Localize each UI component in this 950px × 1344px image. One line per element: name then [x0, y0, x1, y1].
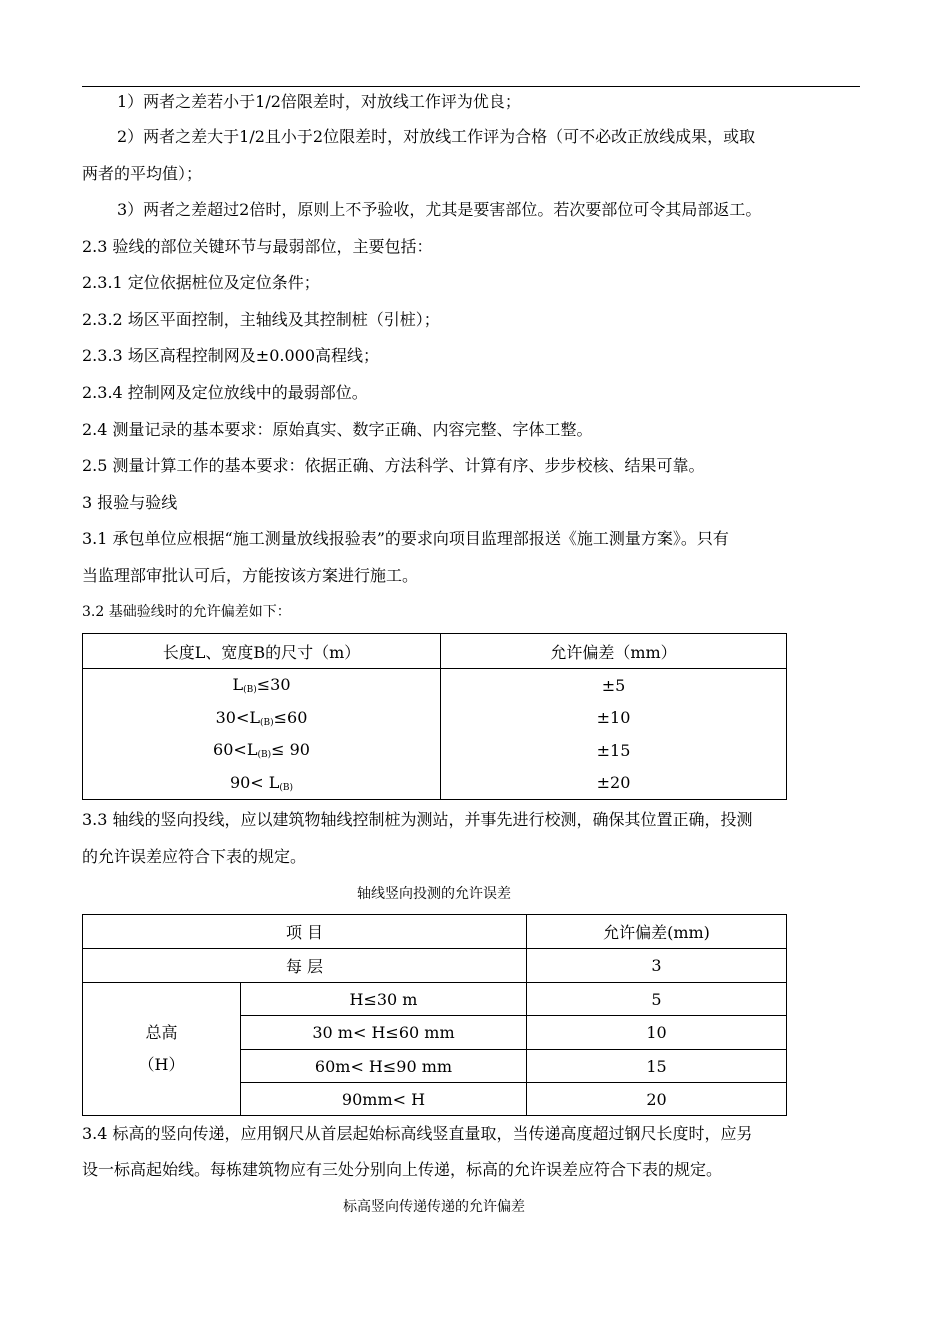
value-cell: 15: [527, 1050, 787, 1083]
range-cell: 90mm< H: [241, 1083, 527, 1116]
section-3-3-line-1: 3.3 轴线的竖向投线，应以建筑物轴线控制桩为测站，并事先进行校测，确保其位置正确，投测: [82, 810, 753, 829]
item-2-line-1: 2）两者之差大于1/2且小于2位限差时，对放线工作评为合格（可不必改正放线成果，或取: [117, 127, 756, 146]
item-1: 1）两者之差若小于1/2倍限差时，对放线工作评为优良；: [117, 92, 521, 111]
section-2-3-2: 2.3.2 场区平面控制，主轴线及其控制桩（引桩）；: [82, 310, 440, 329]
section-2-3-4: 2.3.4 控制网及定位放线中的最弱部位。: [82, 383, 368, 402]
range-cell: 30 m< H≤60 mm: [241, 1016, 527, 1050]
table3-caption: 标高竖向传递传递的允许偏差: [343, 1199, 525, 1215]
tolerance-cell: ±20: [441, 767, 787, 800]
section-3-1-line-1: 3.1 承包单位应根据“施工测量放线报验表”的要求向项目监理部报送《施工测量方案》。只有: [82, 529, 729, 548]
size-cell: $60<L_{(B)}\le 90$: [83, 734, 441, 767]
item-3: 3）两者之差超过2倍时，原则上不予验收，尤其是要害部位。若次要部位可令其局部返工。: [117, 200, 762, 219]
section-3-heading: 3 报验与验线: [82, 493, 178, 512]
size-cell: $30<L_{(B)}\le 60$: [83, 702, 441, 735]
per-floor-label: 每 层: [83, 949, 527, 983]
header-item: 项 目: [83, 915, 527, 949]
item-2-line-2: 两者的平均值）；: [82, 164, 203, 183]
header-tolerance: 允许偏差(mm): [527, 915, 787, 949]
section-3-1-line-2: 当监理部审批认可后，方能按该方案进行施工。: [82, 566, 419, 585]
tolerance-cell: ±5: [441, 669, 787, 702]
section-3-3-line-2: 的允许误差应符合下表的规定。: [82, 847, 307, 866]
range-cell: 60m< H≤90 mm: [241, 1050, 527, 1083]
section-2-3-3: 2.3.3 场区高程控制网及±0.000高程线；: [82, 346, 380, 365]
range-cell: H≤30 m: [241, 983, 527, 1016]
value-cell: 5: [527, 983, 787, 1016]
size-cell: $90< L_{(B)}$: [83, 767, 441, 800]
value-cell: 20: [527, 1083, 787, 1116]
section-2-4: 2.4 测量记录的基本要求：原始真实、数字正确、内容完整、字体工整。: [82, 420, 593, 439]
per-floor-value: 3: [527, 949, 787, 983]
section-3-4-line-2: 设一标高起始线。每栋建筑物应有三处分别向上传递，标高的允许误差应符合下表的规定。: [82, 1160, 723, 1179]
tolerance-cell: ±10: [441, 702, 787, 735]
section-3-4-line-1: 3.4 标高的竖向传递，应用钢尺从首层起始标高线竖直量取，当传递高度超过钢尺长度时，应另: [82, 1124, 753, 1143]
section-3-2: 3.2 基础验线时的允许偏差如下：: [82, 604, 291, 620]
header-size: 长度L、宽度B的尺寸（m）: [83, 634, 441, 669]
section-2-3-1: 2.3.1 定位依据桩位及定位条件；: [82, 273, 320, 292]
total-height-label: 总高 （H）: [83, 983, 241, 1116]
tolerance-cell: ±15: [441, 734, 787, 767]
header-tolerance: 允许偏差（mm）: [441, 634, 787, 669]
table2-caption: 轴线竖向投测的允许误差: [357, 886, 511, 902]
value-cell: 10: [527, 1016, 787, 1050]
axis-tolerance-table: [82, 914, 787, 1116]
header-rule: [82, 86, 860, 87]
section-2-5: 2.5 测量计算工作的基本要求：依据正确、方法科学、计算有序、步步校核、结果可靠。: [82, 456, 705, 475]
size-cell: $L_{(B)}\le 30$: [83, 669, 441, 702]
foundation-tolerance-table: [82, 633, 787, 800]
section-2-3: 2.3 验线的部位关键环节与最弱部位，主要包括：: [82, 237, 433, 256]
